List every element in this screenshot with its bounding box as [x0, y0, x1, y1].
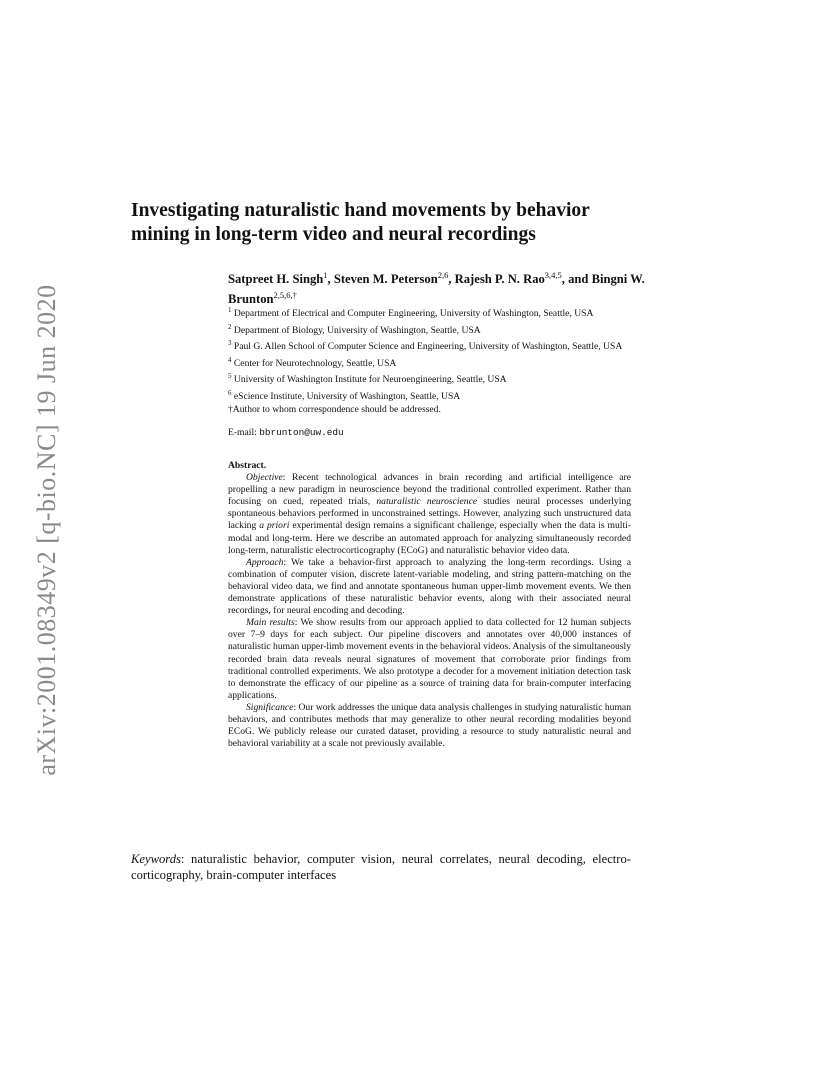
author-name: Satpreet H. Singh — [228, 272, 324, 287]
affiliation-text: Department of Electrical and Computer Engineering, University of Washington, Seattle, USA — [233, 308, 594, 320]
objective-text-part: studies neural processes underlying spontaneous behaviors performed in unconstrained settings. However, analyzing such unstructured data lacking — [228, 496, 631, 532]
objective-text-part: experimental design remains a significant challenge, especially when the data is multi-modal and long-term. Here we describe an automated approach for analyzing simultaneously recorded long-term, naturalistic electrocorticography (ECoG) and naturalistic behavior video data. — [228, 520, 631, 556]
arxiv-id-text: arXiv:2001.08349v2 [q-bio.NC] 19 Jun 2020 — [32, 284, 61, 776]
keywords-text: : naturalistic behavior, computer vision, neural correlates, neural decoding, electro-corticography, brain-computer interfaces — [131, 852, 631, 883]
contact-email — [228, 427, 344, 438]
author-name: Rajesh P. N. Rao — [454, 272, 545, 287]
affiliation-list — [228, 304, 628, 416]
significance-text: : Our work addresses the unique data analysis challenges in studying naturalistic human behaviors, and contributes methods that may generalize to other neural recording modalities beyond ECoG. We publicly release our curated dataset, providing a resource to study naturalistic neural and behavioral variability at a scale not previously available. — [228, 701, 631, 750]
objective-label: Objective — [246, 472, 283, 484]
results-text: : We show results from our approach applied to data collected for 12 human subjects over 7–9 days for each subject. Our pipeline discovers and annotates over 40,000 instances of naturalistic human upper-limb movement events in the behavioral videos. Analysis of the simultaneously recorded brain data reveals neural signatures of movement that corroborate prior findings from traditional controlled experiments. We also prototype a decoder for a movement initiation detection task to demonstrate the efficacy of our pipeline as a source of training data for brain-computer interfacing applications. — [228, 617, 631, 701]
email-label: E-mail: — [228, 427, 257, 438]
abstract-results-paragraph — [228, 617, 631, 702]
affiliation-text: eScience Institute, University of Washington, Seattle, USA — [233, 391, 461, 403]
affiliation-item — [228, 321, 628, 338]
email-address-link[interactable]: bbrunton@uw.edu — [259, 427, 344, 438]
affiliation-number: 2 — [228, 322, 232, 331]
affiliation-text: Center for Neurotechnology, Seattle, USA — [233, 357, 397, 369]
approach-text: : We take a behavior-first approach to analyzing the long-term recordings. Using a combination of computer vision, discrete latent-variable modeling, and string pattern-matching on the behavioral video data, we find and annotate spontaneous human upper-limb movement events. We then demonstrate applications of these naturalistic behavior events, along with their associated neural recordings, for neural encoding and decoding. — [228, 556, 631, 617]
affiliation-number: 3 — [228, 339, 232, 348]
significance-label: Significance — [246, 701, 294, 713]
affiliation-text: Paul G. Allen School of Computer Science and Engineering, University of Washington, Seattle, USA — [233, 341, 623, 353]
affiliation-item — [228, 370, 628, 387]
affiliation-text: Department of Biology, University of Washington, Seattle, USA — [233, 324, 481, 336]
affiliation-text: University of Washington Institute for Neuroengineering, Seattle, USA — [233, 374, 507, 386]
abstract-approach-paragraph — [228, 557, 631, 617]
author-conjunction: , and — [561, 272, 589, 287]
author-list: Satpreet H. Singh$^1$, Steven M. Peterson$^{2,6}$, Rajesh P. N. Rao$^{3,4,5}$, and Bingni W. Brunton$^{2,5,6,\dagger}$ — [228, 270, 645, 307]
author-name: Steven M. Peterson — [333, 272, 438, 287]
results-label: Main results — [246, 617, 295, 629]
affiliation-item — [228, 304, 628, 321]
keywords-label: Keywords — [131, 852, 181, 866]
abstract-section — [228, 460, 631, 750]
objective-emphasis: a priori — [259, 520, 290, 532]
author-affiliation-marker: 2,6 — [437, 270, 449, 280]
affiliation-number: 5 — [228, 372, 232, 381]
affiliation-number: 6 — [228, 388, 232, 397]
keywords-section — [131, 851, 631, 883]
abstract-objective-paragraph — [228, 472, 631, 557]
author-affiliation-marker: 1 — [323, 270, 328, 280]
approach-label: Approach — [246, 556, 284, 568]
affiliation-number: 1 — [228, 306, 232, 314]
affiliation-number: 4 — [228, 355, 232, 364]
abstract-heading: Abstract. — [228, 460, 267, 471]
objective-emphasis: naturalistic neuroscience — [376, 496, 478, 508]
affiliation-item — [228, 337, 628, 354]
abstract-significance-paragraph — [228, 702, 631, 750]
author-affiliation-marker: 3,4,5 — [544, 270, 562, 280]
correspondence-note: †Author to whom correspondence should be addressed. — [228, 403, 441, 415]
objective-text-part: : Recent technological advances in brain recording and artificial intelligence are propelling a new paradigm in neuroscience beyond the traditional controlled experiment. Rather than focusing on cued, repeated trials, — [228, 472, 631, 508]
affiliation-item — [228, 354, 628, 371]
author-name: Bingni W. Brunton — [228, 272, 645, 307]
affiliation-item — [228, 387, 628, 404]
arxiv-identifier-stamp — [28, 270, 66, 790]
paper-title: Investigating naturalistic hand movements by behavior mining in long-term video and neural recordings — [131, 200, 590, 245]
author-affiliation-marker: 2,5,6,† — [273, 290, 297, 301]
